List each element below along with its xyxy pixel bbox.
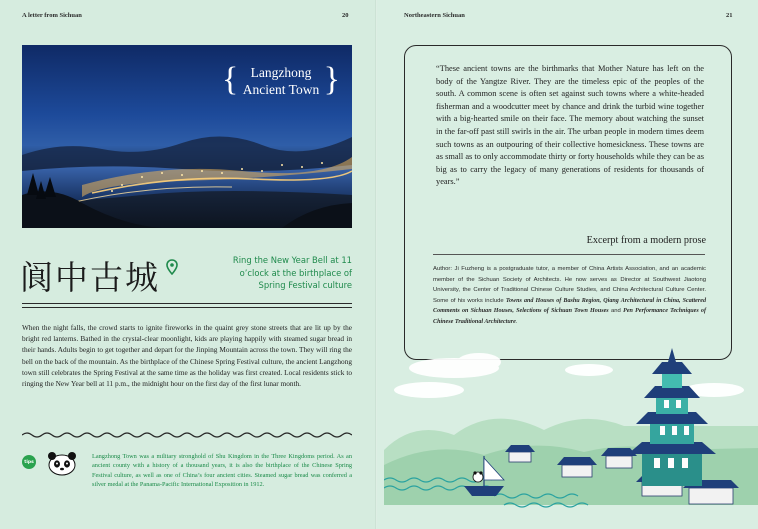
author-and: and	[608, 308, 624, 315]
chinese-title: 阆中古城	[20, 258, 160, 297]
location-pin-icon	[166, 259, 178, 275]
quote-text: “These ancient towns are the birthmarks that Mother Nature has left on the body of the Yangtze River. They are the timeless epic of the peoples of the south. A common scene is often set against such towns where a white-headed fisherman and a woodcutter meet by chance and drink the turbid wine together with a big-hearted smile on their face. The memory about watching the sunset in the far-off past still swirls in the air. The urban people in modern times deem such towns as an outpouring of their collective homesickness. These towns are as small as to only accommodate thirty or forty households while they can be as big as to carry the legacy of many generations of residents for thousands of years.”	[436, 64, 704, 187]
author-works: Towns and Houses of Bashu Region, Qiang Architectural in China, Scattered Comments on Sichuan Houses, Selections of Sichuan Town Houses	[433, 297, 706, 315]
book-gutter	[375, 0, 377, 529]
ancient-town-illustration	[384, 330, 758, 529]
author-intro	[433, 264, 706, 328]
tips-badge: tips	[22, 455, 36, 469]
page-number-right: 21	[726, 12, 733, 19]
subtitle: Ring the New Year Bell at 11 o’clock at the birthplace of Spring Festival culture	[232, 255, 352, 290]
caption-line1: Langzhong	[250, 65, 312, 80]
author-end: .	[515, 318, 518, 325]
body-paragraph: When the night falls, the crowd starts to ignite fireworks in the quaint grey stone streets that are lit up by the bright red lanterns. Bathed in the crystal-clear moonlight, kids are playing happily with steamed sugar bread in their hands. Adults begin to get together and depart for the Jinping Mountain across the town. They will ring the bell on the back of the mountain. As the birthplace of the Chinese Spring Festival culture, the ancient Langzhong town still celebrates the Spring Festival at the same time as the holiday was first created. Local residents stick to ringing the New Year bell at 11 p.m., the midnight hour on the first day of the first lunar month.	[22, 323, 352, 389]
night-town-photo	[22, 45, 352, 228]
page-number-left: 20	[342, 12, 349, 19]
photo-caption	[222, 61, 340, 101]
left-brace-icon: {	[222, 61, 239, 98]
author-last-work: Pen Performance Techniques of Chinese Traditional Architecture	[433, 308, 706, 325]
double-rule-divider	[22, 303, 352, 308]
running-title-right: Northeastern Sichuan	[404, 12, 465, 19]
tips-text: Langzhong Town was a military stronghold of Shu Kingdom in the Three Kingdoms period. As an ancient county with a history of a thousand years, it is also the birthplace of the Chinese Spring Festival culture, as well as one of China’s four ancient cities. Steamed sugar bread was conferred a silver medal at the Panama-Pacific International Exposition in 1912.	[92, 453, 352, 489]
caption-line2: Ancient Town	[242, 82, 320, 97]
quote-divider	[433, 254, 705, 255]
panda-icon	[42, 450, 82, 476]
right-brace-icon: }	[323, 61, 340, 98]
author-intro-text: Author: Ji Fuzheng is a postgraduate tutor, a member of China Artists Association, and an academic member of the Sichuan Society of Architects. He now serves as Director at Southwest Jiaotong University, the Center of Traditional Chinese Culture Studies, and China Architectural Culture Center. Some of his works include	[433, 266, 706, 304]
wavy-divider	[22, 430, 352, 440]
running-title-left: A letter from Sichuan	[22, 12, 82, 19]
quote-source: Excerpt from a modern prose	[586, 235, 706, 246]
